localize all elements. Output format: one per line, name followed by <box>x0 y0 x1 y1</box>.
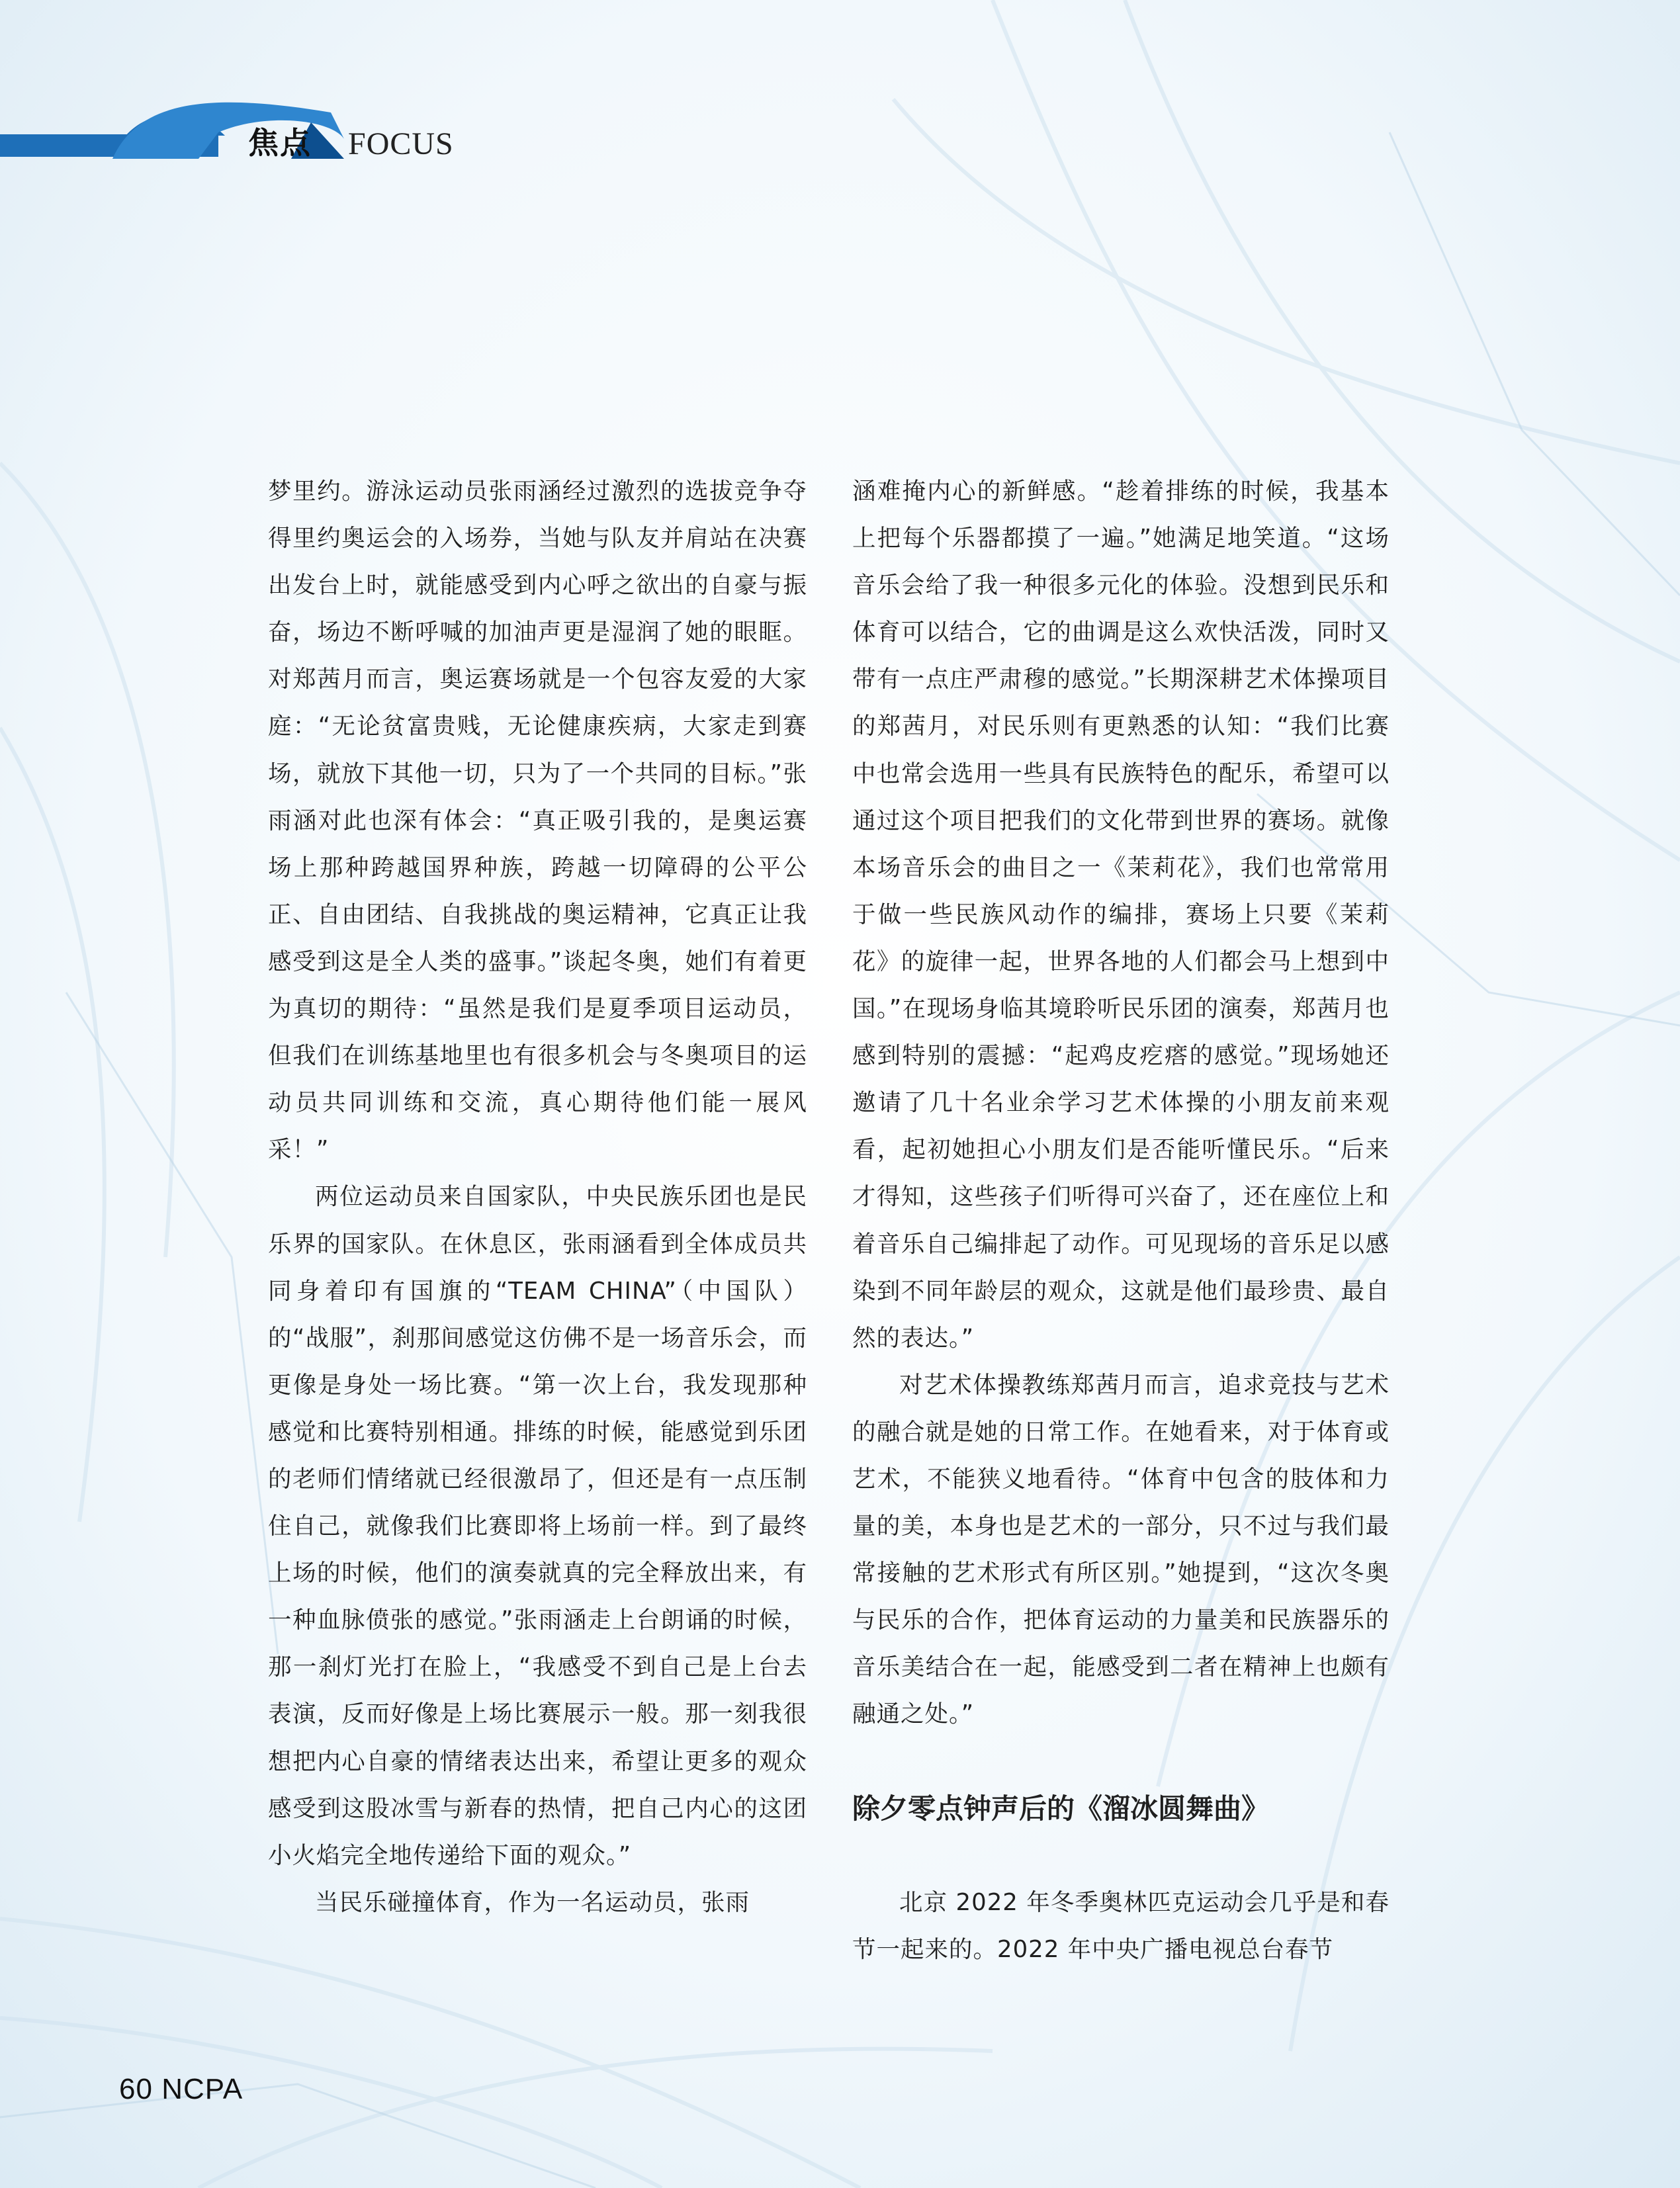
paragraph: 涵难掩内心的新鲜感。“趁着排练的时候，我基本上把每个乐器都摸了一遍。”她满足地笑道。“这场音乐会给了我一种很多元化的体验。没想到民乐和体育可以结合，它的曲调是这么欢快活泼，同时又带有一点庄严肃穆的感觉。”长期深耕艺术体操项目的郑茜月，对民乐则有更熟悉的认知：“我们比赛中也常会选用一些具有民族特色的配乐，希望可以通过这个项目把我们的文化带到世界的赛场。就像本场音乐会的曲目之一《茉莉花》，我们也常常用于做一些民族风动作的编排，赛场上只要《茉莉花》的旋律一起，世界各地的人们都会马上想到中国。”在现场身临其境聆听民乐团的演奏，郑茜月也感到特别的震撼：“起鸡皮疙瘩的感觉。”现场她还邀请了几十名业余学习艺术体操的小朋友前来观看，起初她担心小朋友们是否能听懂民乐。“后来才得知，这些孩子们听得可兴奋了，还在座位上和着音乐自己编排起了动作。可见现场的音乐足以感染到不同年龄层的观众，这就是他们最珍贵、最自然的表达。” <box>852 478 1390 1352</box>
page-folio <box>119 2071 243 2108</box>
page-number: 60 <box>119 2073 153 2105</box>
paragraph: 对艺术体操教练郑茜月而言，追求竞技与艺术的融合就是她的日常工作。在她看来，对于体育或艺术，不能狭义地看待。“体育中包含的肢体和力量的美，本身也是艺术的一部分，只不过与我们最常接触的艺术形式有所区别。”她提到，“这次冬奥与民乐的合作，把体育运动的力量美和民族器乐的音乐美结合在一起，能感受到二者在精神上也颇有融通之处。” <box>852 1371 1390 1728</box>
paragraph: 当民乐碰撞体育，作为一名运动员，张雨 <box>315 1888 750 1916</box>
publication-name: NCPA <box>161 2073 243 2105</box>
paragraph: 两位运动员来自国家队，中央民族乐团也是民乐界的国家队。在休息区，张雨涵看到全体成员共同身着印有国旗的“TEAM CHINA”（中国队）的“战服”，刹那间感觉这仿佛不是一场音乐会，而更像是身处一场比赛。“第一次上台，我发现那种感觉和比赛特别相通。排练的时候，能感觉到乐团的老师们情绪就已经很激昂了，但还是有一点压制住自己，就像我们比赛即将上场前一样。到了最终上场的时候，他们的演奏就真的完全释放出来，有一种血脉偾张的感觉。”张雨涵走上台朗诵的时候，那一刹灯光打在脸上，“我感受不到自己是上台去表演，反而好像是上场比赛展示一般。那一刻我很想把内心自豪的情绪表达出来，希望让更多的观众感受到这股冰雪与新春的热情，把自己内心的这团小火焰完全地传递给下面的观众。” <box>268 1183 807 1869</box>
article-left-column <box>268 468 807 1926</box>
paragraph: 北京 2022 年冬季奥林匹克运动会几乎是和春节一起来的。2022 年中央广播电视总台春节 <box>852 1888 1390 1963</box>
article-right-column <box>852 468 1390 1973</box>
paragraph: 梦里约。游泳运动员张雨涵经过激烈的选拔竞争夺得里约奥运会的入场券，当她与队友并肩站在决赛出发台上时，就能感受到内心呼之欲出的自豪与振奋，场边不断呼喊的加油声更是湿润了她的眼眶。对郑茜月而言，奥运赛场就是一个包容友爱的大家庭：“无论贫富贵贱，无论健康疾病，大家走到赛场，就放下其他一切，只为了一个共同的目标。”张雨涵对此也深有体会：“真正吸引我的，是奥运赛场上那种跨越国界种族，跨越一切障碍的公平公正、自由团结、自我挑战的奥运精神，它真正让我感受到这是全人类的盛事。”谈起冬奥，她们有着更为真切的期待：“虽然是我们是夏季项目运动员，但我们在训练基地里也有很多机会与冬奥项目的运动员共同训练和交流，真心期待他们能一展风采！” <box>268 478 807 1164</box>
section-subheading: 除夕零点钟声后的《溜冰圆舞曲》 <box>852 1792 1270 1825</box>
section-label-chinese: 焦点 <box>248 125 312 161</box>
header-band <box>0 0 1680 198</box>
section-label-english: FOCUS <box>348 126 454 161</box>
